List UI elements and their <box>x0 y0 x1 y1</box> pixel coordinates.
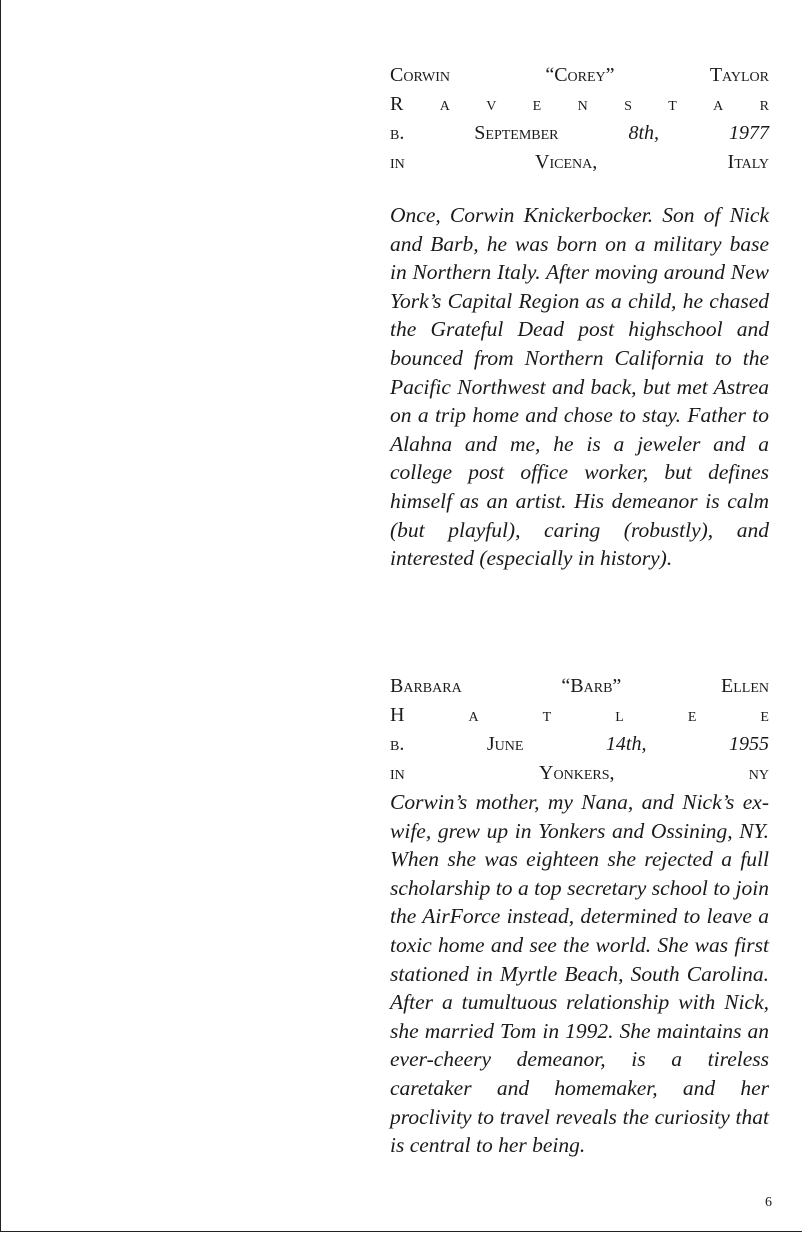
surname-letter: e <box>532 93 542 115</box>
surname-letter: e <box>760 704 769 726</box>
surname-letter: a <box>439 93 450 115</box>
birth-city: Vicena, <box>535 151 598 173</box>
birth-state: ny <box>748 762 769 784</box>
surname-letter: e <box>687 704 697 726</box>
birth-year: 1955 <box>728 733 769 755</box>
birthplace-line <box>390 148 769 177</box>
birth-line <box>390 730 769 759</box>
nickname: “Barb” <box>561 675 622 697</box>
birthplace-line <box>390 759 769 788</box>
birth-year: 1977 <box>728 122 769 144</box>
surname-letter: n <box>577 93 588 115</box>
bio-entry-barbara <box>390 672 769 1160</box>
surname-letter: t <box>542 704 552 726</box>
surname-letter: s <box>624 93 632 115</box>
birth-prefix: b. <box>390 122 405 144</box>
birth-month: June <box>486 733 524 755</box>
surname-letter: t <box>668 93 677 115</box>
surname-line <box>390 90 769 119</box>
birth-city: Yonkers, <box>539 762 615 784</box>
middle-name: Ellen <box>721 675 769 697</box>
place-prefix: in <box>390 151 405 173</box>
surname-letter: R <box>390 93 404 115</box>
surname-letter: v <box>486 93 497 115</box>
name-line <box>390 61 769 90</box>
birth-prefix: b. <box>390 733 405 755</box>
surname-letter: H <box>390 704 405 726</box>
name-line <box>390 672 769 701</box>
nickname: “Corey” <box>545 64 615 86</box>
birth-line <box>390 119 769 148</box>
bio-paragraph: Corwin’s mother, my Nana, and Nick’s ex-wife, grew up in Yonkers and Ossining, NY. When she was eighteen she rejected a full scholarship to a top secretary school to join the AirForce instead, determined to leave a toxic home and see the world. She was first stationed in Myrtle Beach, South Carolina. After a tumultuous relationship with Nick, she married Tom in 1992. She maintains an ever-cheery demeanor, is a tireless caretaker and homemaker, and her proclivity to travel reveals the curiosity that is central to her being. <box>390 790 769 1158</box>
birth-day: 8th, <box>628 122 660 144</box>
surname-line <box>390 701 769 730</box>
given-name: Corwin <box>390 64 451 86</box>
page-number: 6 <box>765 1195 772 1210</box>
given-name: Barbara <box>390 675 462 697</box>
surname-letter: r <box>759 93 769 115</box>
surname-letter: a <box>713 93 724 115</box>
birth-country: Italy <box>727 151 769 173</box>
middle-name: Taylor <box>709 64 769 86</box>
bio-paragraph: Once, Corwin Knickerbocker. Son of Nick and Barb, he was born on a military base in Northern Italy. After moving around New York’s Capital Region as a child, he chased the Grateful Dead post highschool and bounced from Northern California to the Pacific Northwest and back, but met Astrea on a trip home and chose to stay. Father to Alahna and me, he is a jeweler and a college post office worker, but defines himself as an artist. His demeanor is calm (but playful), caring (robustly), and interested (especially in history). <box>390 203 769 571</box>
surname-letter: l <box>615 704 624 726</box>
bio-entry-corwin <box>390 61 769 573</box>
place-prefix: in <box>390 762 405 784</box>
birth-day: 14th, <box>605 733 647 755</box>
birth-month: September <box>474 122 559 144</box>
surname-letter: a <box>468 704 479 726</box>
